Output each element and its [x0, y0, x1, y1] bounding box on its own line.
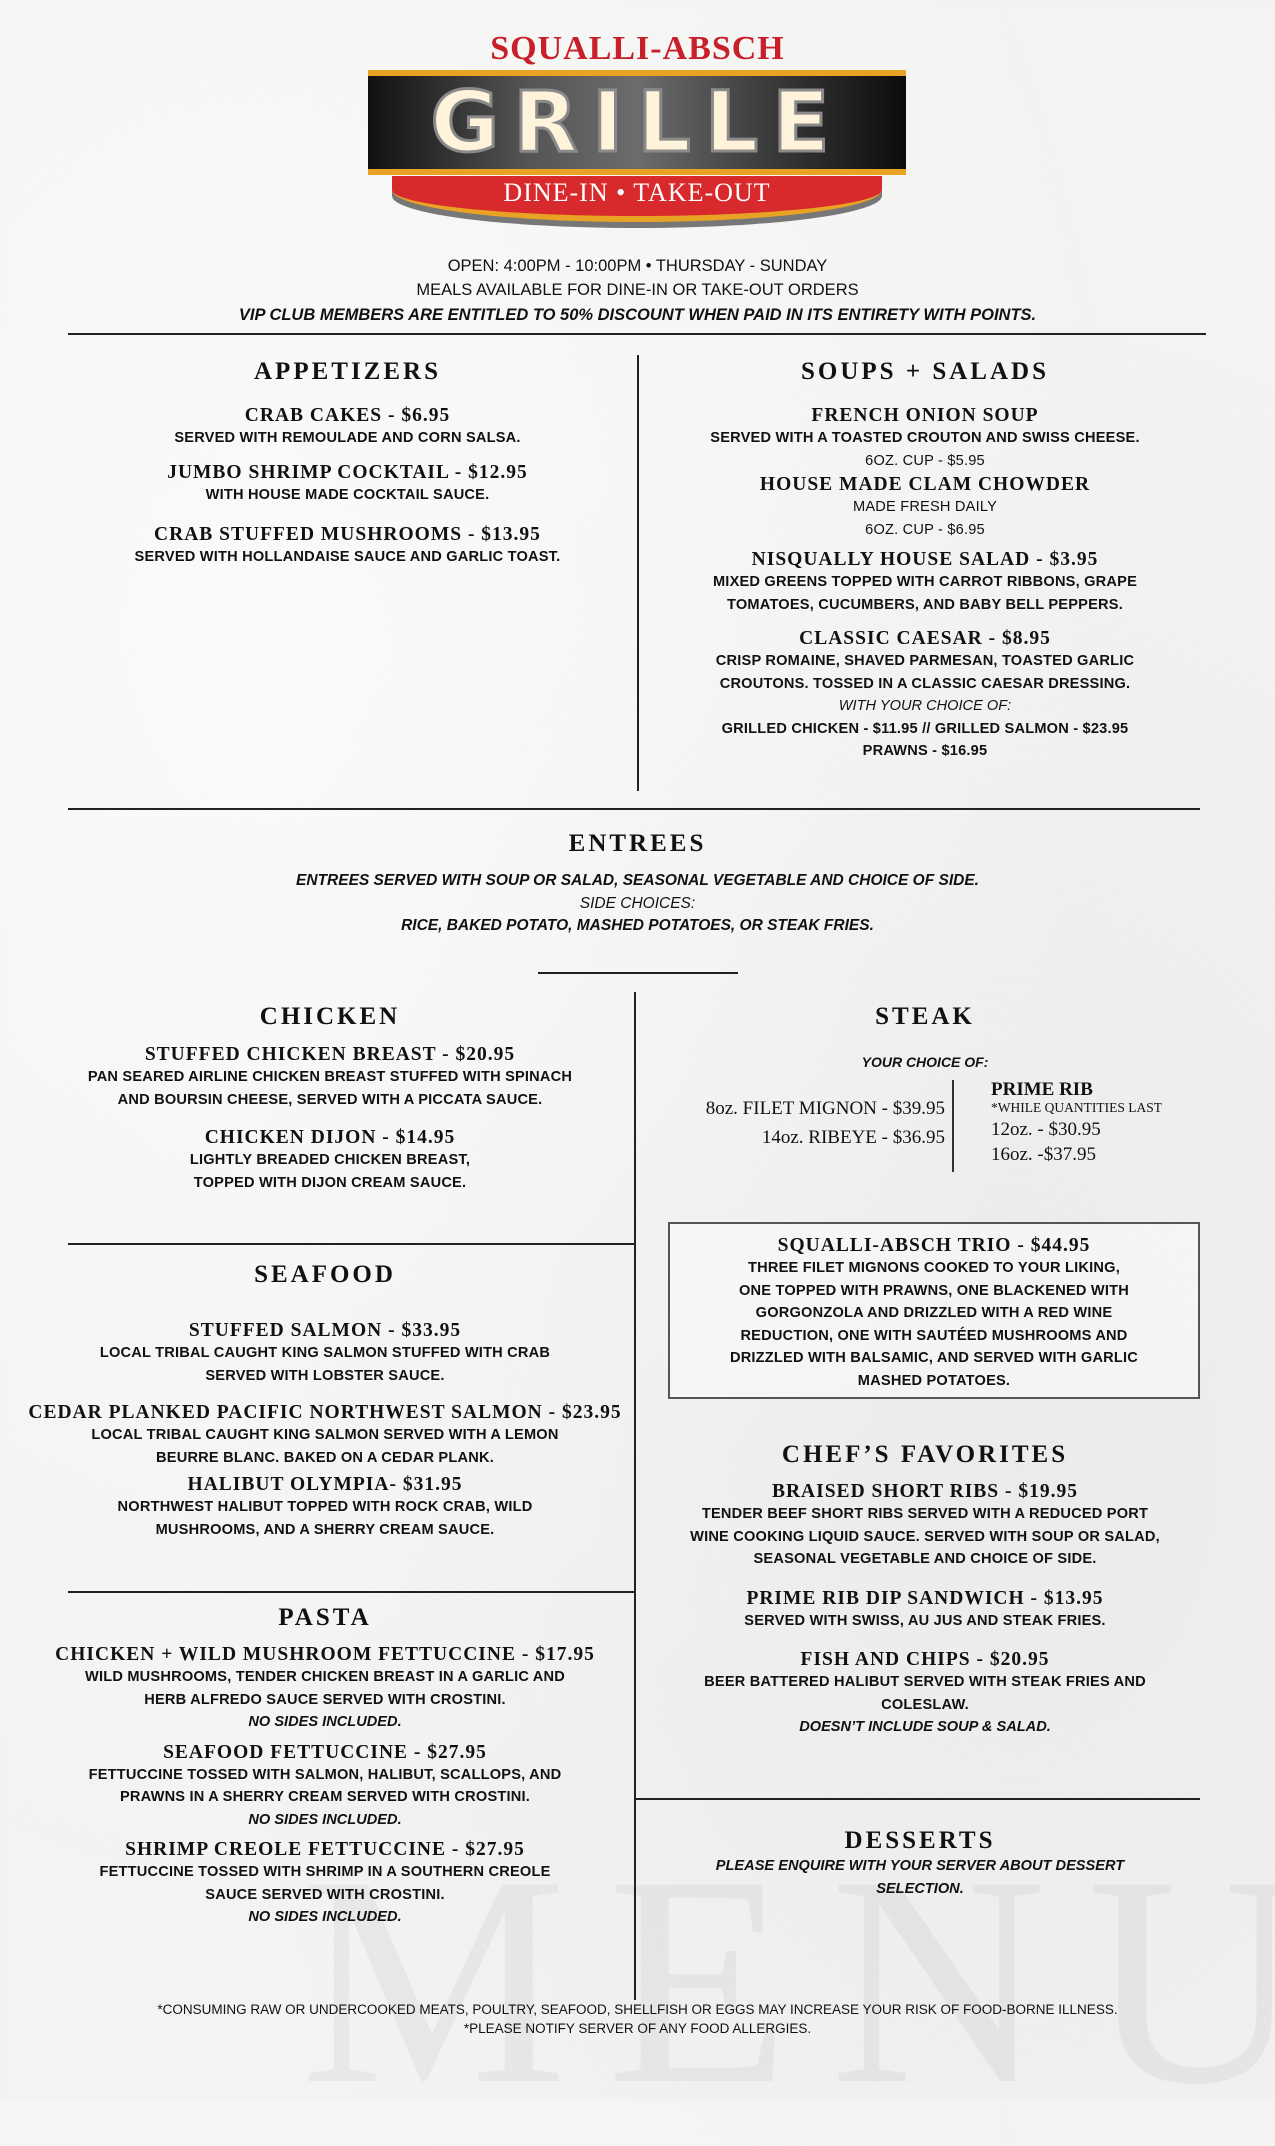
menu-item-name: FISH AND CHIPS - $20.95: [800, 1649, 1050, 1670]
menu-item-desc: LIGHTLY BREADED CHICKEN BREAST,: [189, 1152, 471, 1168]
steak-choice-label: YOUR CHOICE OF:: [861, 1054, 989, 1070]
trio-desc: DRIZZLED WITH BALSAMIC, AND SERVED WITH GARLIC: [729, 1350, 1139, 1366]
side-choices: RICE, BAKED POTATO, MASHED POTATOES, OR STEAK FRIES.: [401, 917, 874, 934]
trio-desc: ONE TOPPED WITH PRAWNS, ONE BLACKENED WITH: [738, 1282, 1129, 1299]
desserts-note: PLEASE ENQUIRE WITH YOUR SERVER ABOUT DESSERT: [715, 1858, 1125, 1874]
trio-name: SQUALLI-ABSCH TRIO - $44.95: [777, 1235, 1091, 1256]
logo-grille-text: GRILLE: [430, 73, 844, 171]
menu-item-desc: SERVED WITH LOBSTER SAUCE.: [205, 1367, 445, 1384]
trio-desc: MASHED POTATOES.: [857, 1372, 1011, 1389]
menu-item-name: CHICKEN + WILD MUSHROOM FETTUCCINE - $17.95: [55, 1644, 595, 1665]
chicken-title: CHICKEN: [259, 1003, 401, 1030]
seafood-title: SEAFOOD: [254, 1261, 396, 1288]
chicken-divider: [68, 1243, 635, 1245]
trio-desc: GORGONZOLA AND DRIZZLED WITH A RED WINE: [755, 1305, 1113, 1321]
trio-feature-box: [668, 1222, 1200, 1399]
menu-item-name: JUMBO SHRIMP COCKTAIL - $12.95: [167, 461, 528, 483]
entrees-title: ENTREES: [568, 830, 707, 857]
logo-ribbon-text: DINE-IN • TAKE-OUT: [503, 178, 771, 207]
pasta-section: [20, 1604, 630, 1929]
steak-option-filet: 8oz. FILET MIGNON - $39.95: [705, 1098, 945, 1119]
menu-item-desc: NORTHWEST HALIBUT TOPPED WITH ROCK CRAB, WILD: [117, 1499, 533, 1515]
menu-item-name: NISQUALLY HOUSE SALAD - $3.95: [751, 549, 1099, 570]
menu-item-desc: LOCAL TRIBAL CAUGHT KING SALMON STUFFED WITH CRAB: [99, 1345, 551, 1361]
menu-item-name: CEDAR PLANKED PACIFIC NORTHWEST SALMON - $23.95: [28, 1402, 622, 1423]
soups-salads-section: [640, 358, 1210, 763]
side-choices-label: SIDE CHOICES:: [579, 894, 696, 912]
desserts-section: [640, 1827, 1200, 1900]
menu-item-name: FRENCH ONION SOUP: [811, 405, 1039, 426]
menu-item-desc: MADE FRESH DAILY: [852, 499, 998, 515]
menu-item-desc: TOPPED WITH DIJON CREAM SAUCE.: [193, 1174, 467, 1191]
menu-item-price: 6OZ. CUP - $5.95: [865, 452, 985, 469]
header-divider: [68, 333, 1206, 335]
entrees-top-divider: [68, 808, 1200, 810]
allergy-notice: *PLEASE NOTIFY SERVER OF ANY FOOD ALLERGIES.: [463, 2021, 812, 2036]
menu-item-desc: SERVED WITH REMOULADE AND CORN SALSA.: [174, 430, 521, 446]
menu-item-desc: COLESLAW.: [881, 1696, 969, 1713]
menu-item-price: 6OZ. CUP - $6.95: [865, 521, 985, 538]
menu-item-desc: WILD MUSHROOMS, TENDER CHICKEN BREAST IN A GARLIC AND: [84, 1669, 566, 1685]
menu-item-desc: FETTUCCINE TOSSED WITH SHRIMP IN A SOUTHERN CREOLE: [99, 1864, 551, 1880]
prime-rib-title: PRIME RIB: [991, 1079, 1093, 1100]
menu-item-desc: PRAWNS IN A SHERRY CREAM SERVED WITH CROSTINI.: [119, 1789, 531, 1805]
menu-item-desc: AND BOURSIN CHEESE, SERVED WITH A PICCATA SAUCE.: [117, 1091, 543, 1108]
steak-title: STEAK: [875, 1003, 975, 1030]
seafood-divider: [68, 1591, 635, 1593]
chicken-section: [40, 1003, 620, 1194]
desserts-title: DESSERTS: [844, 1827, 996, 1854]
trio-desc: REDUCTION, ONE WITH SAUTÉED MUSHROOMS AND: [740, 1327, 1128, 1344]
chefs-favorites-section: [640, 1441, 1210, 1739]
soups-salads-title: SOUPS + SALADS: [801, 358, 1049, 385]
menu-item-name: HOUSE MADE CLAM CHOWDER: [759, 474, 1091, 495]
no-soup-salad-note: DOESN’T INCLUDE SOUP & SALAD.: [799, 1719, 1051, 1735]
menu-item-desc: CROUTONS. TOSSED IN A CLASSIC CAESAR DRESSING.: [719, 675, 1131, 692]
menu-item-desc: TOMATOES, CUCUMBERS, AND BABY BELL PEPPERS.: [727, 596, 1123, 613]
menu-item-name: PRIME RIB DIP SANDWICH - $13.95: [746, 1587, 1104, 1609]
entrees-short-divider: [538, 972, 738, 974]
hours-text: OPEN: 4:00PM - 10:00PM • THURSDAY - SUNDAY: [447, 257, 828, 275]
menu-item-name: STUFFED CHICKEN BREAST - $20.95: [144, 1044, 516, 1065]
menu-item-name: CLASSIC CAESAR - $8.95: [799, 628, 1051, 649]
menu-item-desc: HERB ALFREDO SAUCE SERVED WITH CROSTINI.: [144, 1691, 506, 1708]
entrees-note: ENTREES SERVED WITH SOUP OR SALAD, SEASONAL VEGETABLE AND CHOICE OF SIDE.: [296, 872, 979, 889]
menu-item-desc: SAUCE SERVED WITH CROSTINI.: [205, 1886, 445, 1903]
menu-item-option: PRAWNS - $16.95: [862, 743, 988, 759]
steak-option-ribeye: 14oz. RIBEYE - $36.95: [761, 1127, 945, 1148]
menu-item-desc: MIXED GREENS TOPPED WITH CARROT RIBBONS, GRAPE: [712, 574, 1138, 590]
menu-item-name: CRAB CAKES - $6.95: [244, 405, 451, 426]
menu-item-desc: SERVED WITH HOLLANDAISE SAUCE AND GARLIC TOAST.: [134, 549, 561, 565]
pasta-title: PASTA: [278, 1604, 372, 1631]
menu-item-name: SHRIMP CREOLE FETTUCCINE - $27.95: [125, 1839, 525, 1860]
menu-item-desc: BEER BATTERED HALIBUT SERVED WITH STEAK FRIES AND: [704, 1674, 1146, 1690]
prime-rib-option: 16oz. -$37.95: [991, 1144, 1097, 1165]
entrees-column-divider: [634, 992, 636, 2000]
choice-label: WITH YOUR CHOICE OF:: [838, 698, 1012, 714]
menu-item-desc: CRISP ROMAINE, SHAVED PARMESAN, TOASTED GARLIC: [715, 653, 1135, 669]
logo-restaurant-name: SQUALLI-ABSCH: [490, 30, 785, 67]
menu-item-name: HALIBUT OLYMPIA- $31.95: [187, 1474, 463, 1495]
menu-item-name: SEAFOOD FETTUCCINE - $27.95: [163, 1741, 487, 1763]
steak-section: [640, 1003, 1210, 1074]
vip-note: VIP CLUB MEMBERS ARE ENTITLED TO 50% DISCOUNT WHEN PAID IN ITS ENTIRETY WITH POINTS.: [238, 306, 1037, 324]
menu-item-desc: SERVED WITH SWISS, AU JUS AND STEAK FRIES.: [744, 1612, 1106, 1629]
entrees-header: [0, 830, 1275, 938]
menu-item-name: BRAISED SHORT RIBS - $19.95: [771, 1481, 1079, 1502]
food-warning: *CONSUMING RAW OR UNDERCOOKED MEATS, POULTRY, SEAFOOD, SHELLFISH OR EGGS MAY INCREASE YOUR RISK OF FOOD-BORNE ILLNESS.: [157, 2002, 1118, 2017]
menu-item-desc: WINE COOKING LIQUID SAUCE. SERVED WITH SOUP OR SALAD,: [690, 1528, 1160, 1545]
menu-item-desc: BEURRE BLANC. BAKED ON A CEDAR PLANK.: [156, 1449, 494, 1466]
steak-divider: [952, 1080, 954, 1172]
menu-item-name: CRAB STUFFED MUSHROOMS - $13.95: [154, 524, 541, 545]
desserts-note: SELECTION.: [876, 1880, 964, 1897]
menu-item-desc: TENDER BEEF SHORT RIBS SERVED WITH A REDUCED PORT: [701, 1506, 1149, 1522]
menu-item-desc: SERVED WITH A TOASTED CROUTON AND SWISS CHEESE.: [710, 430, 1140, 446]
menu-item-name: STUFFED SALMON - $33.95: [188, 1320, 462, 1341]
prime-rib-note: *WHILE QUANTITIES LAST: [991, 1100, 1162, 1115]
menu-item-name: CHICKEN DIJON - $14.95: [204, 1127, 456, 1148]
seafood-section: [20, 1261, 630, 1541]
menu-item-desc: FETTUCCINE TOSSED WITH SALMON, HALIBUT, SCALLOPS, AND: [88, 1766, 562, 1783]
menu-item-desc: MUSHROOMS, AND A SHERRY CREAM SAUCE.: [155, 1521, 495, 1538]
no-sides-note: NO SIDES INCLUDED.: [248, 1811, 402, 1828]
trio-desc: THREE FILET MIGNONS COOKED TO YOUR LIKING,: [748, 1260, 1120, 1276]
footer: [0, 2002, 1275, 2036]
chefs-favorites-title: CHEF’S FAVORITES: [781, 1441, 1069, 1468]
menu-item-desc: SEASONAL VEGETABLE AND CHOICE OF SIDE.: [753, 1551, 1097, 1567]
no-sides-note: NO SIDES INCLUDED.: [248, 1714, 402, 1730]
appetizers-section: [60, 358, 635, 569]
availability-text: MEALS AVAILABLE FOR DINE-IN OR TAKE-OUT ORDERS: [416, 281, 859, 299]
menu-item-desc: WITH HOUSE MADE COCKTAIL SAUCE.: [205, 486, 490, 503]
prime-rib-option: 12oz. - $30.95: [991, 1119, 1101, 1140]
menu-item-option: GRILLED CHICKEN - $11.95 // GRILLED SALMON - $23.95: [721, 720, 1129, 737]
appetizers-title: APPETIZERS: [254, 358, 441, 385]
menu-item-desc: LOCAL TRIBAL CAUGHT KING SALMON SERVED WITH A LEMON: [91, 1427, 559, 1443]
top-column-divider: [637, 355, 639, 791]
chefs-divider: [636, 1798, 1200, 1800]
no-sides-note: NO SIDES INCLUDED.: [248, 1909, 402, 1925]
menu-item-desc: PAN SEARED AIRLINE CHICKEN BREAST STUFFED WITH SPINACH: [87, 1069, 573, 1085]
